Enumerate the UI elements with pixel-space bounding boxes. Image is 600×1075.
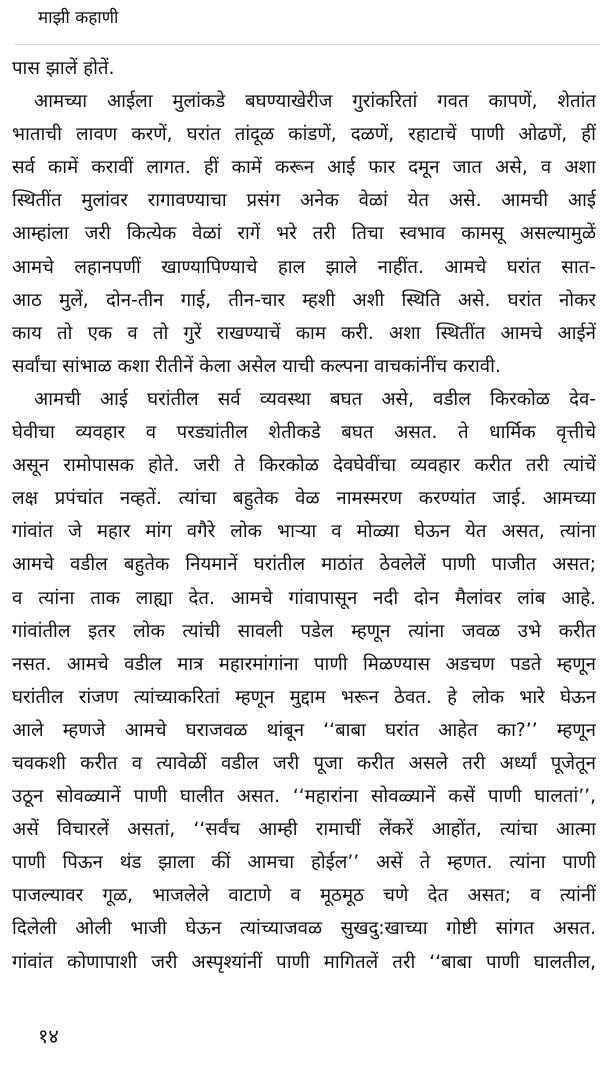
paragraph-first-line: आमच्या आईला मुलांकडे बघण्याखेरीज गुरांकरितां गवत कापणें, शेतांत [34, 91, 596, 113]
text-line: नसत. आमचे वडील मात्र महारमांगांना पाणी मिळण्यास अडचण पडते म्हणून [12, 653, 596, 675]
text-line: व त्यांना ताक लाह्या देत. आमचे गांवापासून नदी दोन मैलांवर लांब आहे. [12, 587, 596, 609]
text-line: पाणी पिऊन थंड झाला कीं आमचा होईल’’ असें ते म्हणत. त्यांना पाणी [12, 852, 596, 874]
text-line: गांवांतील इतर लोक त्यांची सावली पडेल म्हणून त्यांना जवळ उभे करीत [12, 620, 596, 642]
text-line: पास झालें होतें. [12, 58, 115, 79]
text-line: सर्व कामें करावीं लागत. हीं कामें करून आई फार दमून जात असे, व अशा [12, 157, 596, 179]
running-head-title: माझी कहाणी [38, 8, 119, 28]
text-line: सर्वांचा सांभाळ कशा रीतीनें केला असेल याची कल्पना वाचकांनींच करावी. [12, 355, 501, 377]
text-line: चवकशी करीत व त्यावेळीं वडील जरी पूजा करीत असले तरी अर्ध्यां पूजेतून [12, 752, 596, 774]
text-line: काय तो एक व तो गुरें राखण्याचें काम करी. अशा स्थितींत आमचे आईनें [12, 322, 596, 344]
text-line: गांवांत जे महार मांग वगैरे लोक भाऱ्या व मोळ्या घेऊन येत असत, त्यांना [12, 521, 596, 543]
page-number: १४ [38, 1024, 59, 1048]
text-line: आम्हांला जरी कित्येक वेळां रागें भरे तरी तिचा स्वभाव कामसू असल्यामुळें [12, 223, 596, 245]
text-line: आमचे वडील बहुतेक नियमानें घरांतील माठांत ठेवलेलें पाणी पाजीत असत; [12, 554, 596, 576]
header-divider [14, 44, 600, 45]
text-line: भाताची लावण करणें, घरांत तांदूळ कांडणें, दळणें, रहाटाचें पाणी ओढणें, हीं [12, 124, 596, 146]
text-line: असें विचारलें असतां, ‘‘सर्वंच आम्ही रामाचीं लेंकरें आहोंत, त्यांचा आत्मा [12, 819, 596, 841]
text-line: स्थितींत मुलांवर रागावण्याचा प्रसंग अनेक वेळां येत असे. आमची आई [12, 190, 596, 212]
text-line: आठ मुलें, दोन-तीन गाई, तीन-चार म्हशी अशी स्थिति असे. घरांत नोकर [12, 289, 596, 311]
text-line: आमचे लहानपणीं खाण्यापिण्याचे हाल झाले नाहींत. आमचे घरांत सात- [12, 256, 596, 278]
text-line: गांवांत कोणापाशी जरी अस्पृश्यांनीं पाणी मागितलें तरी ‘‘बाबा पाणी घालतील, [12, 951, 596, 973]
text-line: उठून सोवळ्यानें पाणी घालीत असत. ‘‘महारांना सोवळ्यानें कसें पाणी घालतां’’, [12, 786, 596, 808]
paragraph-first-line: आमची आई घरांतील सर्व व्यवस्था बघत असे, वडील किरकोळ देव- [34, 388, 596, 410]
text-line: लक्ष प्रपंचांत नव्हतें. त्यांचा बहुतेक वेळ नामस्मरण करण्यांत जाई. आमच्या [12, 488, 596, 510]
text-line: आले म्हणजे आमचे घराजवळ थांबून ‘‘बाबा घरांत आहेत का?’’ म्हणून [12, 719, 596, 741]
text-line: घरांतील रांजण त्यांच्याकरितां म्हणून मुद्दाम भरून ठेवत. हे लोक भारे घेऊन [12, 686, 596, 708]
body-text [12, 52, 596, 979]
text-line: असून रामोपासक होते. जरी ते किरकोळ देवघेवींचा व्यवहार करीत तरी त्यांचें [12, 455, 596, 477]
text-line: पाजल्यावर गूळ, भाजलेले वाटाणे व मूठमूठ चणे देत असत; व त्यांनीं [12, 885, 596, 907]
text-line: घेवीचा व्यवहार व परड्यांतील शेतीकडे बघत असत. ते धार्मिक वृत्तीचे [12, 422, 596, 444]
text-line: दिलेली ओली भाजी घेऊन त्यांच्याजवळ सुखदु:खाच्या गोष्टी सांगत असत. [12, 918, 596, 940]
